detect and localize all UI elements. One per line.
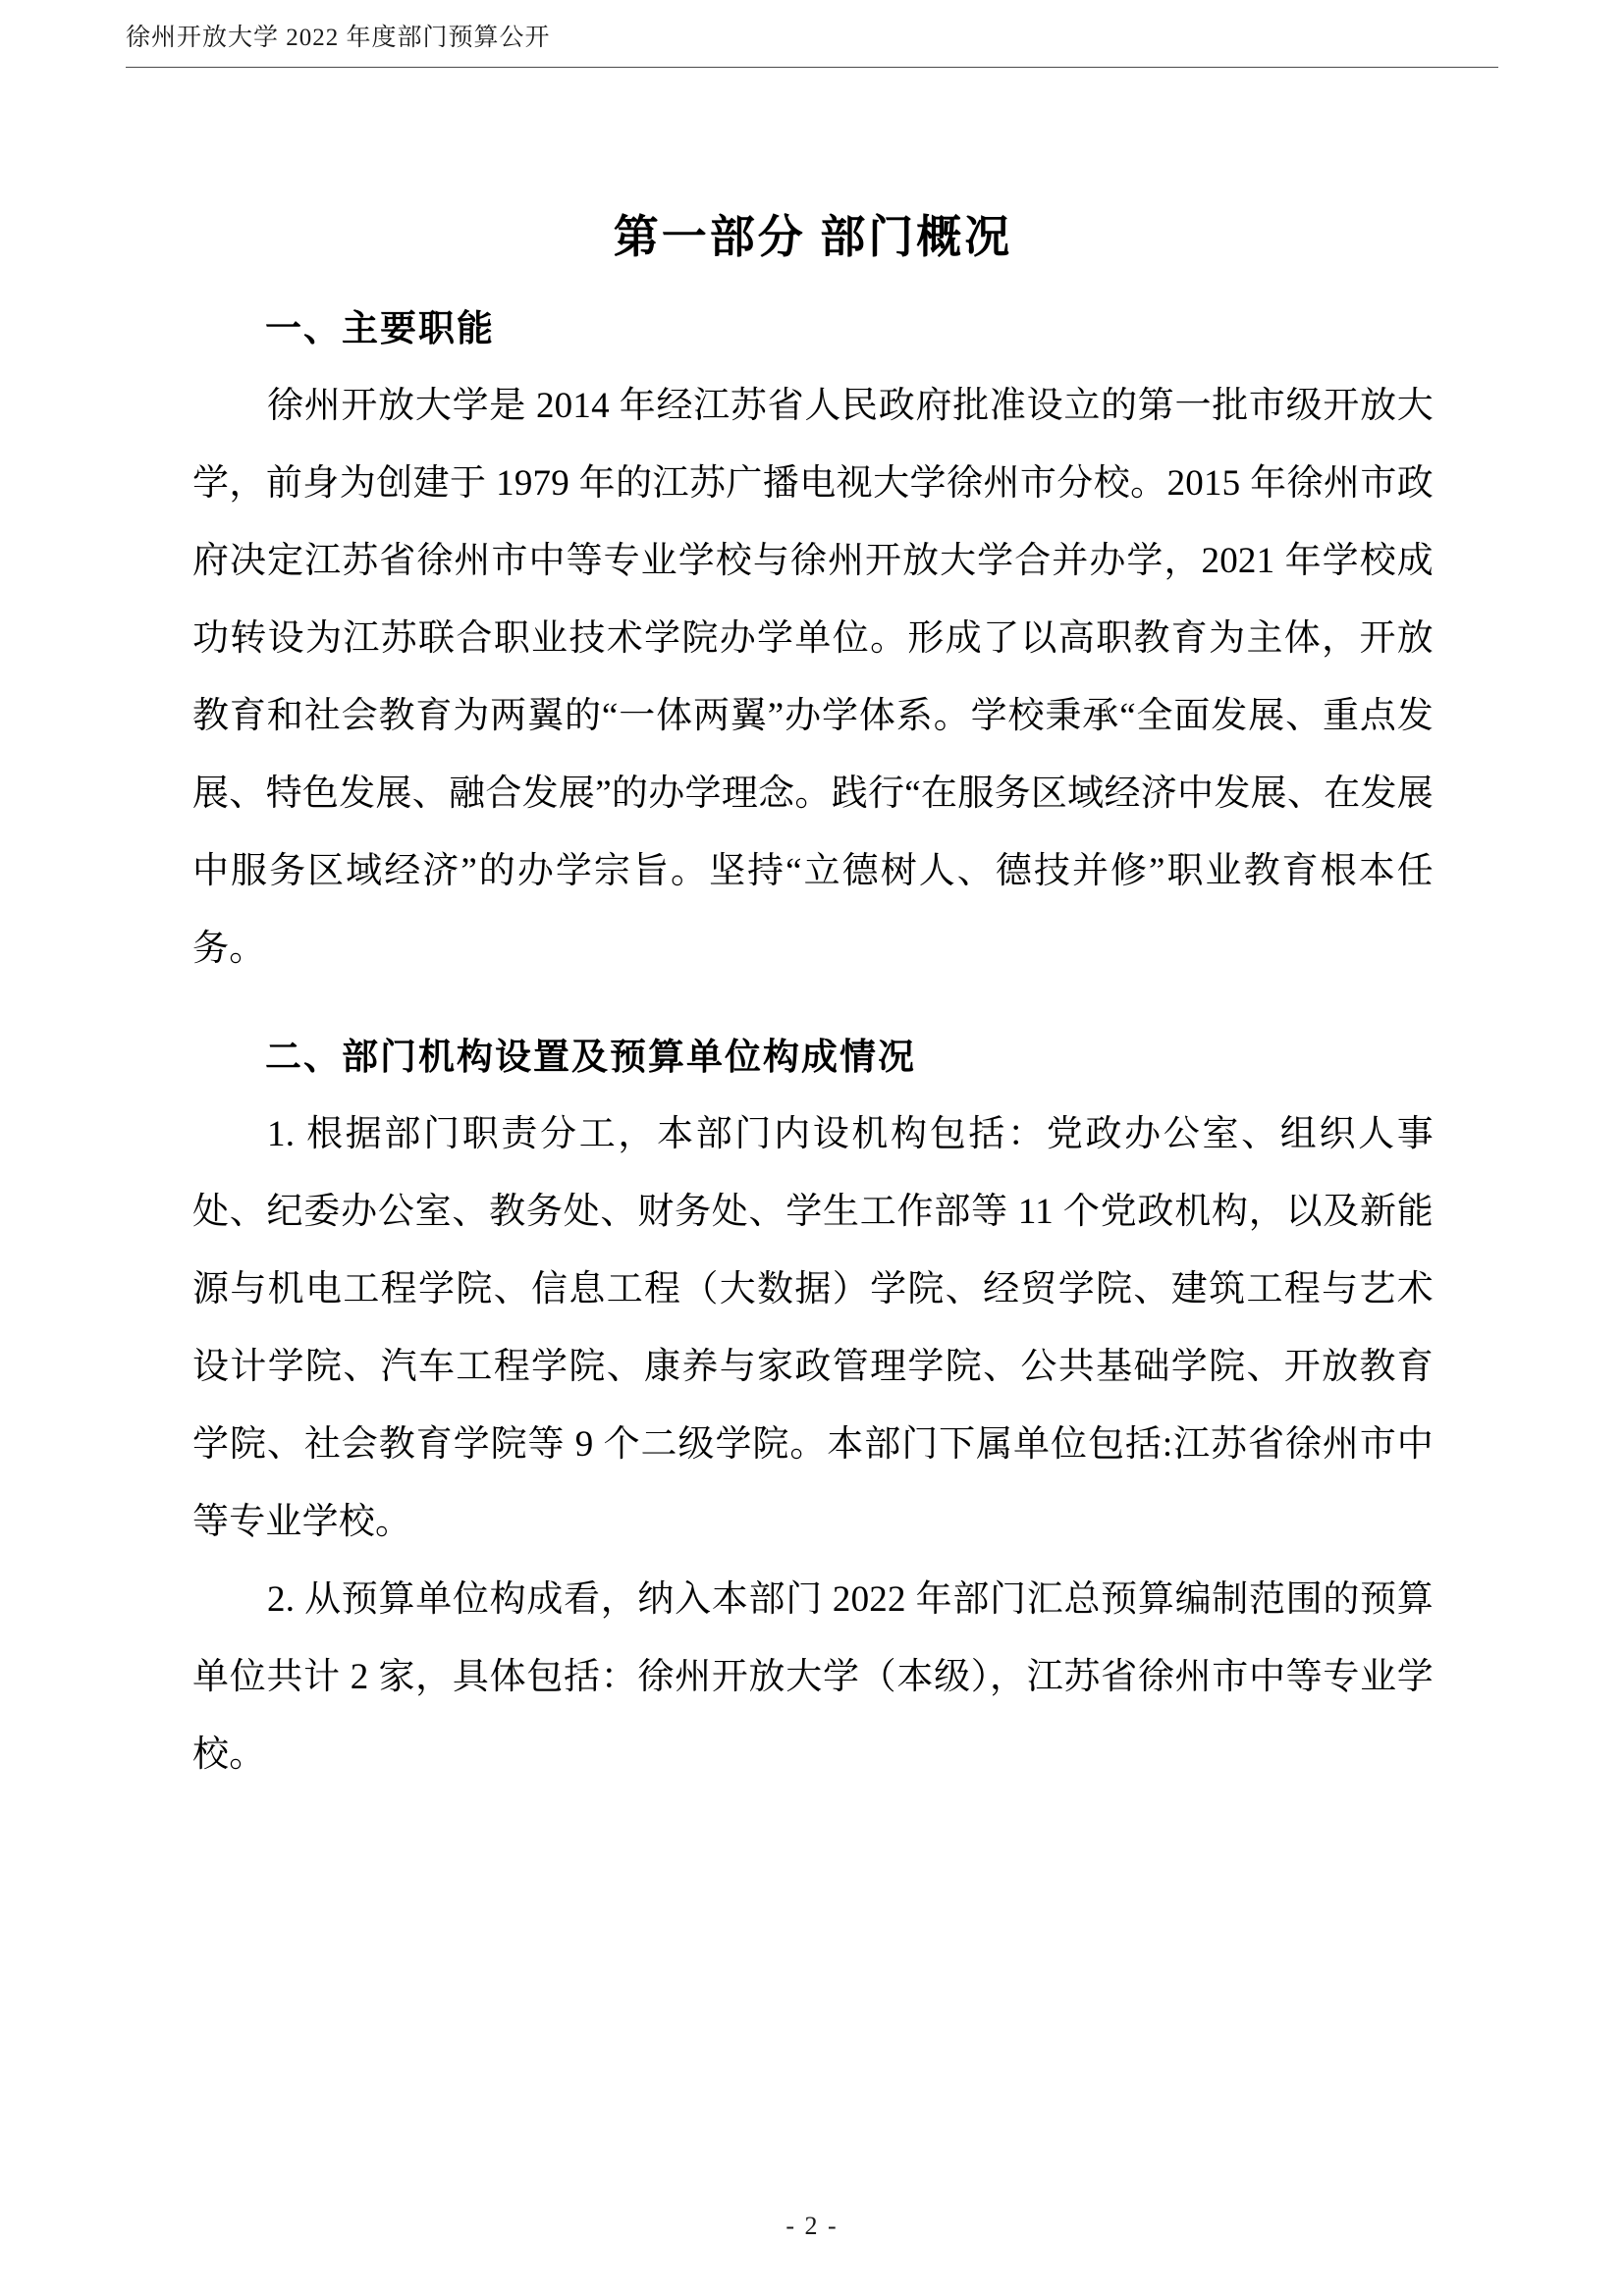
page-header	[126, 22, 1498, 73]
paragraph-budget-units: 2. 从预算单位构成看，纳入本部门 2022 年部门汇总预算编制范围的预算单位共计 2 家，具体包括：徐州开放大学（本级），江苏省徐州市中等专业学校。	[192, 1579, 1434, 1775]
section-heading-main-functions: 一、主要职能	[265, 309, 495, 349]
page-number: - 2 -	[785, 2212, 839, 2240]
running-header-title: 徐州开放大学 2022 年度部门预算公开	[126, 25, 551, 51]
header-divider	[126, 67, 1498, 68]
document-body	[192, 147, 1434, 1793]
section-spacer	[192, 988, 1434, 1005]
paragraph-main-functions: 徐州开放大学是 2014 年经江苏省人民政府批准设立的第一批市级开放大学，前身为创建于 1979 年的江苏广播电视大学徐州市分校。2015 年徐州市政府决定江苏省徐州市中等专业学校与徐州开放大学合并办学，2021 年学校成功转设为江苏联合职业技术学院办学单位。形成了以高职教育为主体，开放教育和社会教育为两翼的“一体两翼”办学体系。学校秉承“全面发展、重点发展、特色发展、融合发展”的办学理念。践行“在服务区域经济中发展、在发展中服务区域经济”的办学宗旨。坚持“立德树人、德技并修”职业教育根本任务。	[192, 386, 1434, 969]
part-title: 第一部分 部门概况	[613, 212, 1013, 262]
paragraph-internal-organizations: 1. 根据部门职责分工，本部门内设机构包括：党政办公室、组织人事处、纪委办公室、教务处、财务处、学生工作部等 11 个党政机构，以及新能源与机电工程学院、信息工程（大数据）学院、经贸学院、建筑工程与艺术设计学院、汽车工程学院、康养与家政管理学院、公共基础学院、开放教育学院、社会教育学院等 9 个二级学院。本部门下属单位包括:江苏省徐州市中等专业学校。	[192, 1114, 1434, 1542]
page-footer	[0, 2212, 1624, 2241]
section-heading-org-structure: 二、部门机构设置及预算单位构成情况	[265, 1038, 916, 1078]
